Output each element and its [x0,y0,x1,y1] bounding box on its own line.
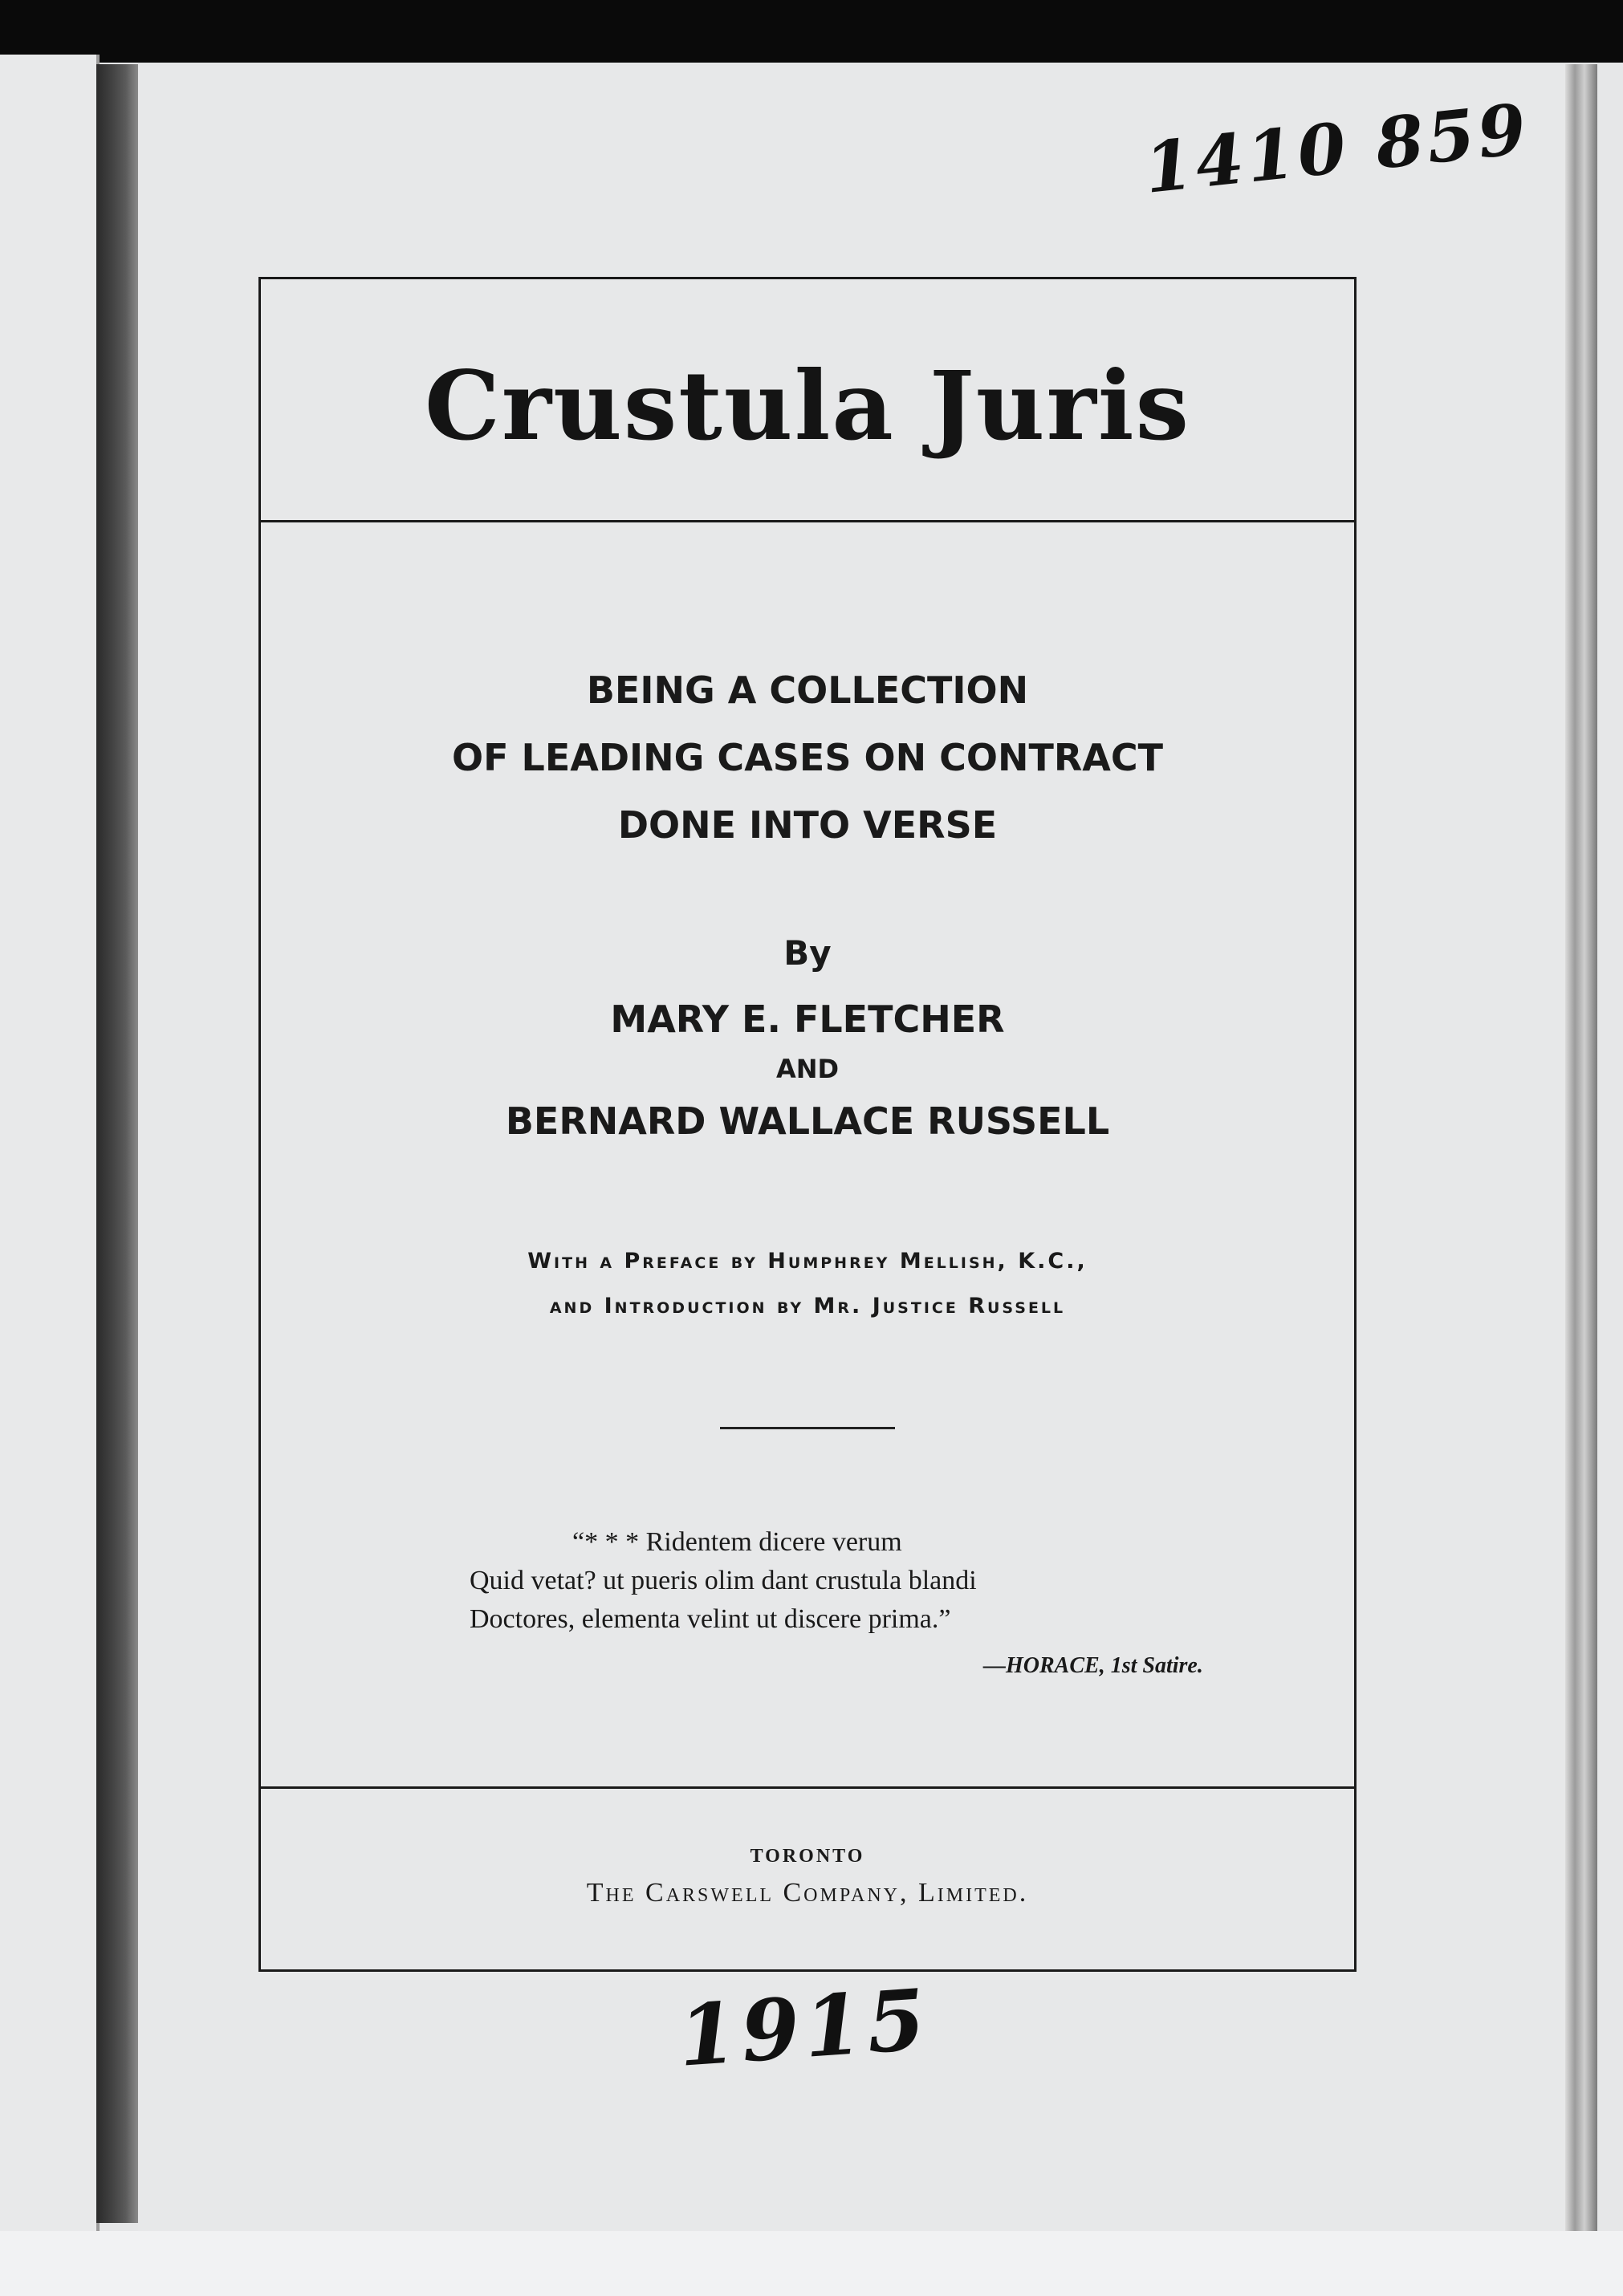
epigraph-line: “* * * Ridentem dicere verum [572,1527,902,1557]
epigraph [470,1523,1192,1639]
ornamental-rule [720,1427,895,1429]
preface-line: and Introduction by Mr. Justice Russell [549,1294,1066,1319]
handwritten-year: 1915 [675,1969,934,2086]
book-title: Crustula Juris [424,350,1191,461]
epigraph-line: Doctores, elementa velint ut discere prima.” [470,1604,951,1634]
publication-place: TORONTO [750,1846,865,1867]
handwritten-catalog-number: 1410 859 [1141,88,1533,209]
publisher-name: The Carswell Company, Limited. [586,1878,1029,1908]
book-spine-shadow [96,64,138,2223]
scan-bottom-border [0,2231,1623,2296]
author-name: MARY E. FLETCHER [610,998,1005,1041]
subtitle-line: OF LEADING CASES ON CONTRACT [451,736,1164,779]
and-label: AND [775,1054,840,1084]
subtitle-line: BEING A COLLECTION [586,668,1029,712]
facing-page-edge [0,55,100,2231]
subtitle [261,656,1354,859]
by-label: By [783,933,832,973]
title-rule [261,520,1354,522]
epigraph-attribution: —HORACE, 1st Satire. [983,1653,1203,1678]
preface-credits [261,1239,1354,1329]
scan-top-border [0,0,1623,63]
title-page-frame [258,277,1357,1972]
page-edge-shadow [1565,64,1597,2231]
author-name: BERNARD WALLACE RUSSELL [505,1099,1110,1143]
preface-line: With a Preface by Humphrey Mellish, K.C., [527,1249,1088,1274]
epigraph-line: Quid vetat? ut pueris olim dant crustula blandi [470,1566,977,1595]
subtitle-line: DONE INTO VERSE [617,803,998,847]
imprint-rule [261,1786,1354,1789]
